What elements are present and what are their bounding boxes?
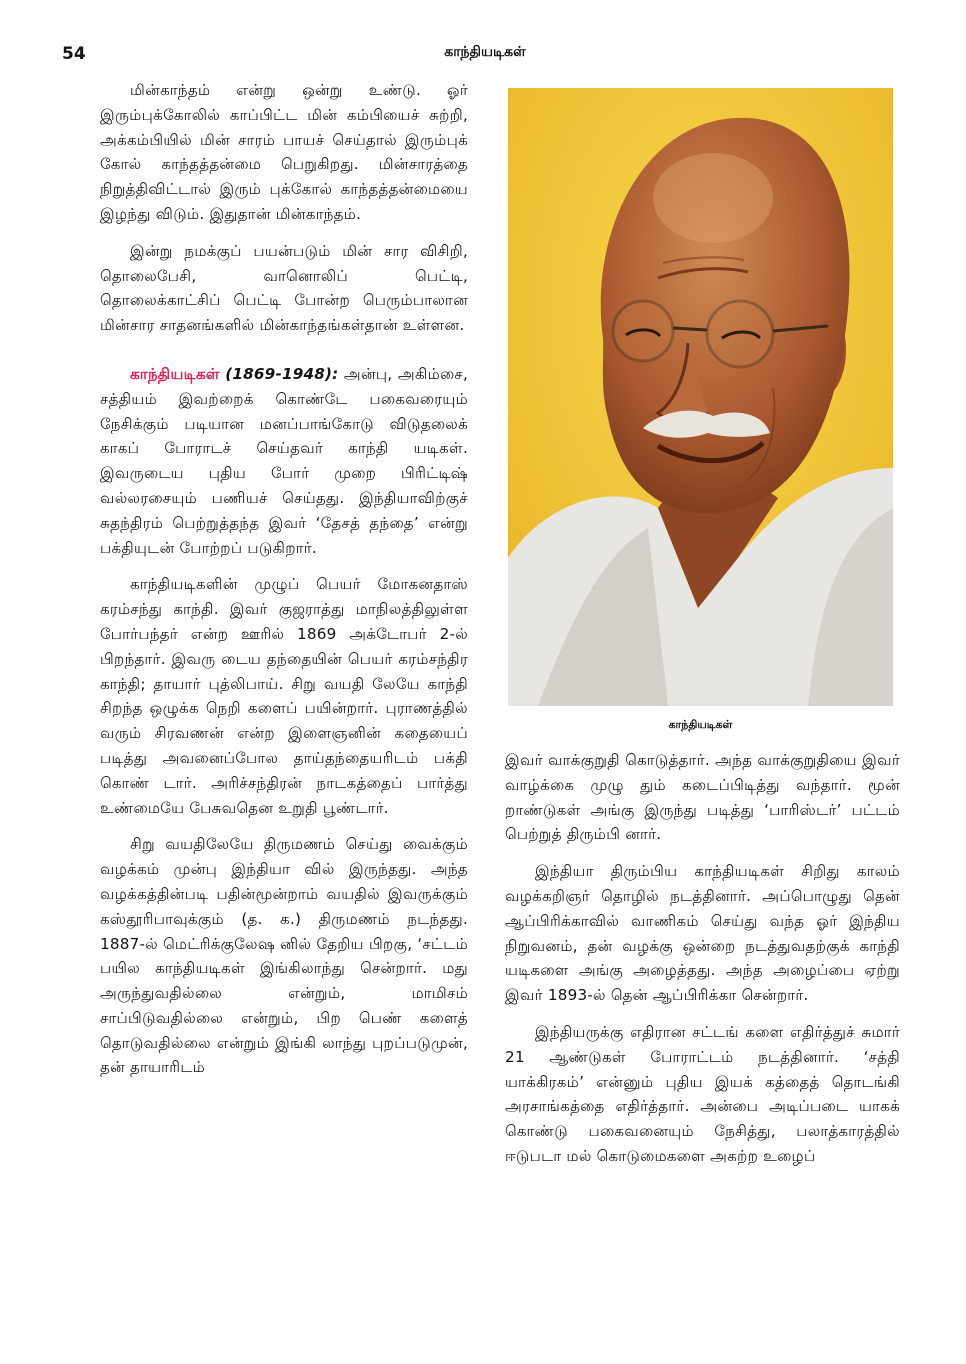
paragraph-south-africa: இந்தியா திரும்பிய காந்தியடிகள் சிறிது காலம் வழக்கறிஞர் தொழில் நடத்தினார். அப்பொழுது தென் ஆப்பிரிக்காவில் வாணிகம் செய்து வந்த ஓர் இந்திய நிறுவனம், தன் வழக்கு ஒன்றை நடத்துவதற்குக் காந்தி யடிகளை அங்கு அழைத்தது. அந்த அழைப்பை ஏற்று இவர் 1893-ல் தென் ஆப்பிரிக்கா சென்றார். <box>505 862 900 1005</box>
paragraph-electric-devices: இன்று நமக்குப் பயன்படும் மின் சார விசிறி, தொலைபேசி, வானொலிப் பெட்டி, தொலைக்காட்சிப் பெட்டி போன்ற பெரும்பாலான மின்சார சாதனங்களில் மின்காந்தங்கள்தான் உள்ளன. <box>100 241 468 335</box>
paragraph-satyagraha: இந்தியருக்கு எதிரான சட்டங் களை எதிர்த்துச் சுமார் 21 ஆண்டுகள் போராட்டம் நடத்தினார். ‘சத்தி யாக்கிரகம்’ என்னும் புதிய இயக் கத்தைத் தொடங்கி அரசாங்கத்தை எதிர்த்தார். அன்பை அடிப்படை யாகக் கொண்டு பகைவனையும் நேசித்து, பலாத்காரத்தில் ஈடுபடா மல் கொடுமைகளை அகற்ற உழைப் <box>505 1022 900 1165</box>
right-column <box>505 748 900 1181</box>
paragraph-promise: இவர் வாக்குறுதி கொடுத்தார். அந்த வாக்குறுதியை இவர் வாழ்க்கை முழு தும் கடைப்பிடித்து வந்தார். மூன் றாண்டுகள் அங்கு இருந்து படித்து ‘பாரிஸ்டர்’ பட்டம் பெற்றுத் திரும்பி னார். <box>505 751 900 844</box>
entry-headword: காந்தியடிகள் <box>130 364 220 383</box>
paragraph-electromagnet: மின்காந்தம் என்று ஒன்று உண்டு. ஓர் இரும்புக்கோலில் காப்பிட்ட மின் கம்பியைச் சுற்றி, அக்கம்பியில் மின் சாரம் பாயச் செய்தால் இரும்புக் கோல் காந்தத்தன்மை பெறுகிறது. மின்சாரத்தை நிறுத்திவிட்டால் இரும் புக்கோல் காந்தத்தன்மையை இழந்து விடும். இதுதான் மின்காந்தம். <box>100 81 468 223</box>
page-number: 54 <box>62 44 86 64</box>
running-title: காந்தியடிகள் <box>444 44 526 60</box>
paragraph-marriage: சிறு வயதிலேயே திருமணம் செய்து வைக்கும் வழக்கம் முன்பு இந்தியா வில் இருந்தது. அந்த வழக்கத்தின்படி பதின்மூன்றாம் வயதில் இவருக்கும் கஸ்தூரிபாவுக்கும் (த. க.) திருமணம் நடந்தது. 1887-ல் மெட்ரிக்குலேஷ னில் தேறிய பிறகு, ‘சட்டம் பயில காந்தியடிகள் இங்கிலாந்து சென்றார். மது அருந்துவதில்லை என்றும், மாமிசம் சாப்பிடுவதில்லை என்றும், பிற பெண் களைத் தொடுவதில்லை என்றும் இங்கி லாந்து புறப்படுமுன், தன் தாயாரிடம் <box>100 835 468 1077</box>
left-column <box>100 78 468 1092</box>
entry-text: அன்பு, அகிம்சை, சத்தியம் இவற்றைக் கொண்டே பகைவரையும் நேசிக்கும் படியான மனப்பாங்கோடு விடுதலைக் காகப் போராடச் செய்தவர் காந்தி யடிகள். இவருடைய புதிய போர் முறை பிரிட்டிஷ் வல்லரசையும் பணியச் செய்தது. இந்தியாவிற்குச் சுதந்திரம் பெற்றுத்தந்த இவர் ‘தேசத் தந்தை’ என்று பக்தியுடன் போற்றப் படுகிறார். <box>100 364 469 557</box>
paragraph-early-life: காந்தியடிகளின் முழுப் பெயர் மோகனதாஸ் கரம்சந்து காந்தி. இவர் குஜராத்து மாநிலத்திலுள்ள போர்பந்தர் என்ற ஊரில் 1869 அக்டோபர் 2-ல் பிறந்தார். இவரு டைய தந்தையின் பெயர் கரம்சந்திர காந்தி; தாயார் புத்லிபாய். சிறு வயதி லேயே காந்தி சிறந்த ஒழுக்க நெறி களைப் பயின்றார். புராணத்தில் வரும் சிரவணன் என்ற இளைஞனின் கதையைப் படித்து அவனைப்போல தாய்தந்தையரிடம் பக்தி கொண் டார். அரிச்சந்திரன் நாடகத்தைப் பார்த்து உண்மையே பேசுவதென உறுதி பூண்டார். <box>100 575 468 817</box>
encyclopedia-entry-intro <box>100 362 468 560</box>
figure-caption: காந்தியடிகள் <box>668 718 733 731</box>
gandhi-portrait <box>508 88 893 706</box>
entry-years: (1869-1948): <box>225 364 339 383</box>
